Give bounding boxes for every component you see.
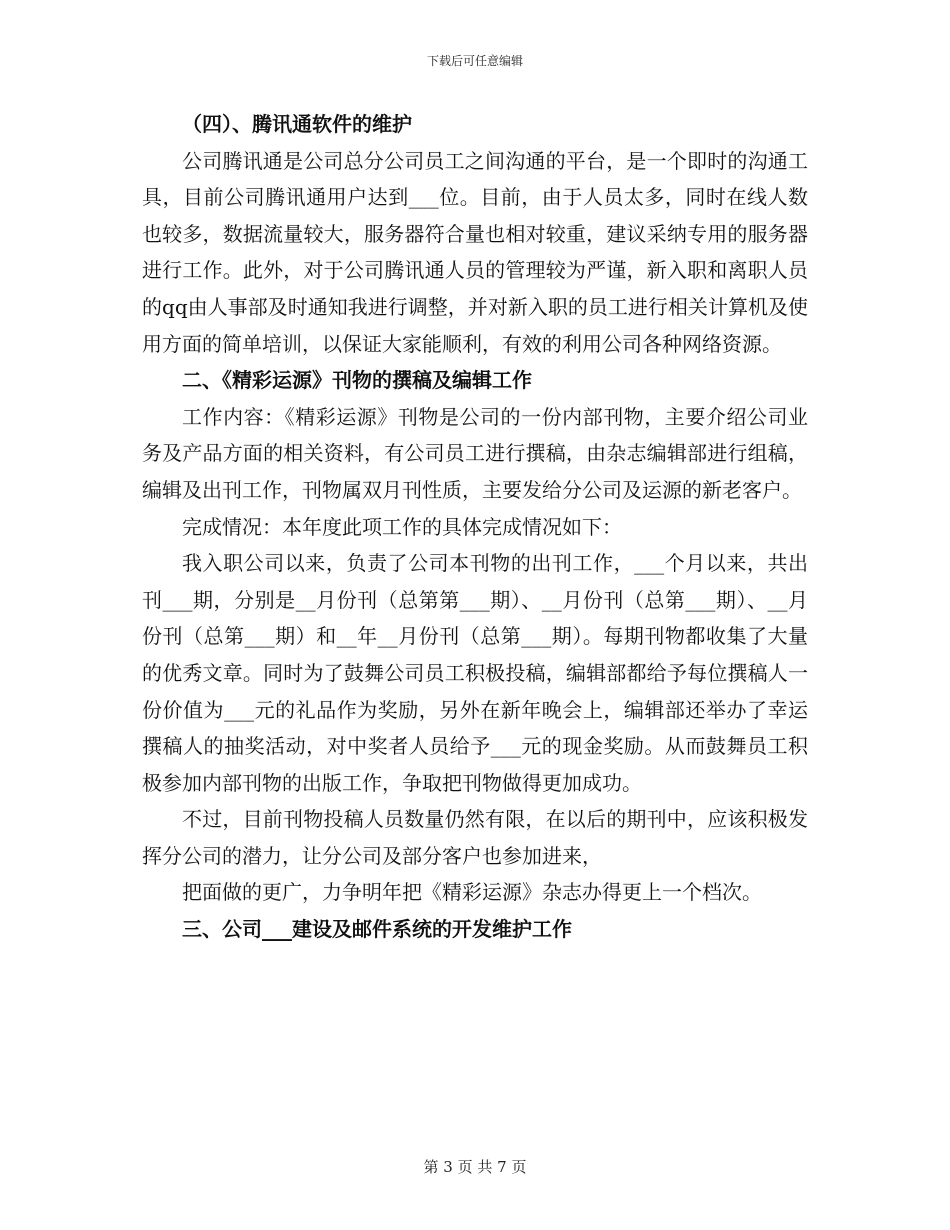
paragraph-work-content: 工作内容：《精彩运源》刊物是公司的一份内部刊物，主要介绍公司业务及产品方面的相关资料，有公司员工进行撰稿，由杂志编辑部进行组稿，编辑及出刊工作，刊物属双月刊性质，主要发给分公司及运源的新老客户。 [142, 404, 808, 502]
paragraph-completion-details: 我入职公司以来，负责了公司本刊物的出刊工作，___个月以来，共出刊___期，分别是__月份刊（总第第___期）、__月份刊（总第___期）、__月份刊（总第___期）和__年__月份刊（总第___期）。每期刊物都收集了大量的优秀文章。同时为了鼓舞公司员工积极投稿，编辑部都给予每位撰稿人一份价值为___元的礼品作为奖励，另外在新年晚会上，编辑部还举办了幸运撰稿人的抽奖活动，对中奖者人员给予___元的现金奖励。从而鼓舞员工积极参加内部刊物的出版工作，争取把刊物做得更加成功。 [142, 551, 808, 795]
section-heading-tencent-maintenance: （四）、腾讯通软件的维护 [182, 112, 412, 136]
document-body [142, 106, 808, 948]
page-footer: 第 3 页 共 7 页 [423, 1158, 527, 1176]
paragraph-completion-intro: 完成情况：本年度此项工作的具体完成情况如下： [182, 514, 622, 539]
page-header: 下载后可任意编辑 [426, 54, 523, 68]
section-heading-magazine-editing: 二、《精彩运源》刊物的撰稿及编辑工作 [182, 368, 532, 393]
paragraph-tencent-description: 公司腾讯通是公司总分公司员工之间沟通的平台，是一个即时的沟通工具，目前公司腾讯通用户达到___位。目前，由于人员太多，同时在线人数也较多，数据流量较大，服务器符合量也相对较重，建议采纳专用的服务器进行工作。此外，对于公司腾讯通人员的管理较为严谨，新入职和离职人员的qq由人事部及时通知我进行调整，并对新入职的员工进行相关计算机及使用方面的简单培训，以保证大家能顺利，有效的利用公司各种网络资源。 [142, 148, 808, 356]
paragraph-next-year-goal: 把面做的更广，力争明年把《精彩运源》杂志办得更上一个档次。 [182, 880, 762, 905]
paragraph-limitations: 不过，目前刊物投稿人员数量仍然有限，在以后的期刊中，应该积极发挥分公司的潜力，让分公司及部分客户也参加进来， [142, 807, 808, 868]
section-heading-email-system: 三、公司___建设及邮件系统的开发维护工作 [182, 917, 572, 942]
